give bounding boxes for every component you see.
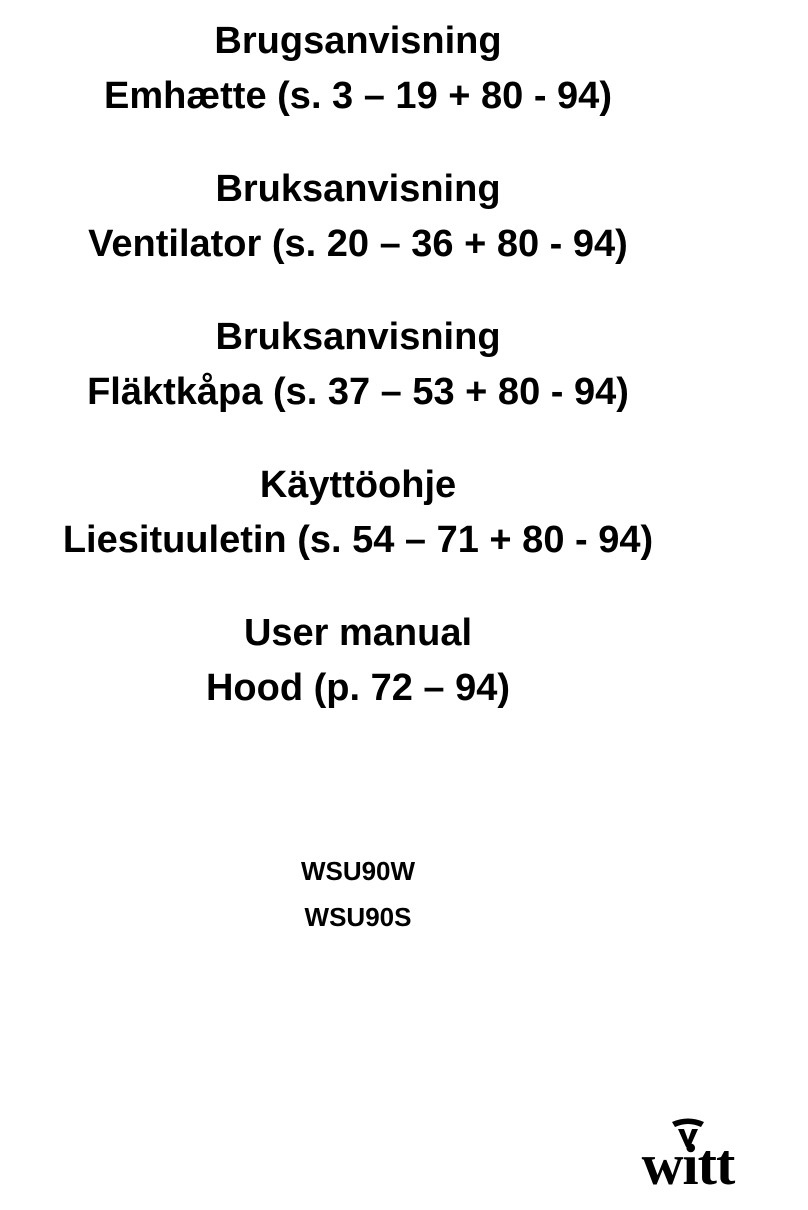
section-danish (0, 14, 716, 124)
model-number: WSU90W (300, 856, 416, 886)
logo-wordmark: witt (641, 1132, 735, 1197)
section-heading: Bruksanvisning (215, 316, 501, 358)
section-heading: Brugsanvisning (214, 20, 502, 62)
language-sections (0, 14, 716, 754)
section-subheading: Hood (p. 72 – 94) (205, 667, 511, 709)
section-heading: Käyttöohje (259, 464, 457, 506)
section-english (0, 606, 716, 716)
witt-logo (608, 1118, 768, 1198)
section-subheading: Emhætte (s. 3 – 19 + 80 - 94) (104, 75, 612, 117)
section-finnish (0, 458, 716, 568)
section-heading: User manual (243, 612, 473, 654)
section-subheading: Fläktkåpa (s. 37 – 53 + 80 - 94) (87, 371, 629, 413)
section-subheading: Liesituuletin (s. 54 – 71 + 80 - 94) (62, 519, 654, 561)
model-number: WSU90S (304, 902, 412, 932)
model-list (0, 848, 716, 940)
section-heading: Bruksanvisning (215, 168, 501, 210)
section-norwegian (0, 162, 716, 272)
section-swedish (0, 310, 716, 420)
section-subheading: Ventilator (s. 20 – 36 + 80 - 94) (88, 223, 628, 265)
